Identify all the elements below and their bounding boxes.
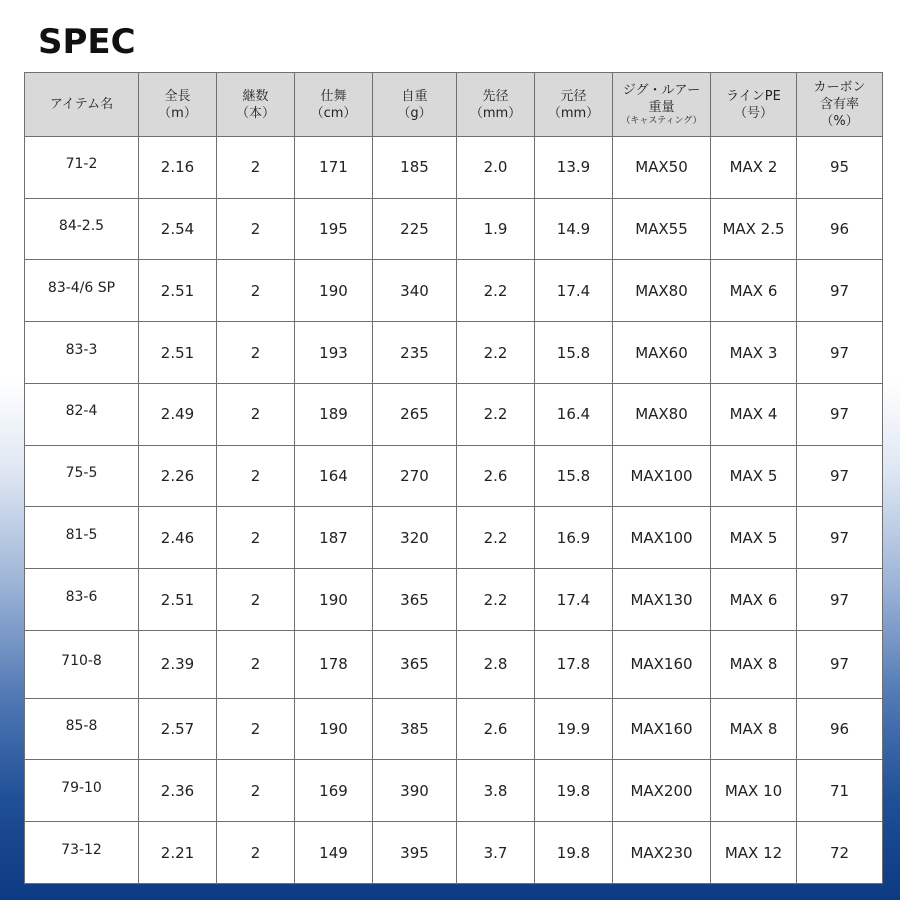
cell-tip-diameter: 1.9 — [457, 198, 535, 260]
table-row — [25, 322, 883, 384]
cell-tip-diameter: 3.7 — [457, 822, 535, 884]
cell-carbon-content: 97 — [797, 507, 883, 569]
cell-length: 2.49 — [139, 383, 217, 445]
cell-butt-diameter: 17.4 — [535, 569, 613, 631]
header-text: アイテム名 — [49, 97, 114, 112]
header-tip-diameter — [457, 73, 535, 137]
header-text: （cm） — [310, 105, 357, 121]
cell-weight: 340 — [373, 260, 457, 322]
cell-lure-weight: MAX200 — [613, 760, 711, 822]
table-row — [25, 822, 883, 884]
cell-closed-length: 171 — [295, 137, 373, 199]
header-text: ラインPE — [726, 88, 781, 104]
cell-butt-diameter: 16.4 — [535, 383, 613, 445]
cell-carbon-content: 97 — [797, 260, 883, 322]
cell-pieces: 2 — [217, 198, 295, 260]
cell-pieces: 2 — [217, 137, 295, 199]
cell-lure-weight: MAX130 — [613, 569, 711, 631]
header-text: （m） — [158, 105, 197, 121]
cell-lure-weight: MAX60 — [613, 322, 711, 384]
cell-item-name: 85-8 — [25, 698, 139, 760]
cell-butt-diameter: 14.9 — [535, 198, 613, 260]
cell-tip-diameter: 2.2 — [457, 322, 535, 384]
cell-tip-diameter: 3.8 — [457, 760, 535, 822]
header-text: 元径 — [560, 88, 587, 104]
header-butt-diameter — [535, 73, 613, 137]
cell-item-name: 83-3 — [25, 322, 139, 384]
cell-item-name: 73-12 — [25, 822, 139, 884]
cell-weight: 385 — [373, 698, 457, 760]
cell-tip-diameter: 2.2 — [457, 569, 535, 631]
cell-length: 2.39 — [139, 630, 217, 698]
cell-weight: 270 — [373, 445, 457, 507]
header-text: 仕舞 — [320, 88, 347, 104]
header-text: （mm） — [469, 105, 522, 121]
cell-weight: 365 — [373, 569, 457, 631]
cell-lure-weight: MAX50 — [613, 137, 711, 199]
table-row — [25, 630, 883, 698]
cell-length: 2.54 — [139, 198, 217, 260]
cell-line-pe: MAX 4 — [711, 383, 797, 445]
table-body — [25, 137, 883, 884]
cell-weight: 225 — [373, 198, 457, 260]
cell-item-name: 81-5 — [25, 507, 139, 569]
cell-pieces: 2 — [217, 822, 295, 884]
cell-item-name: 83-6 — [25, 569, 139, 631]
cell-line-pe: MAX 12 — [711, 822, 797, 884]
cell-length: 2.26 — [139, 445, 217, 507]
cell-carbon-content: 95 — [797, 137, 883, 199]
cell-item-name: 79-10 — [25, 760, 139, 822]
cell-lure-weight: MAX80 — [613, 260, 711, 322]
cell-closed-length: 193 — [295, 322, 373, 384]
cell-pieces: 2 — [217, 569, 295, 631]
cell-closed-length: 195 — [295, 198, 373, 260]
cell-tip-diameter: 2.2 — [457, 383, 535, 445]
cell-tip-diameter: 2.6 — [457, 445, 535, 507]
cell-length: 2.51 — [139, 322, 217, 384]
cell-closed-length: 178 — [295, 630, 373, 698]
cell-closed-length: 187 — [295, 507, 373, 569]
header-carbon-content — [797, 73, 883, 137]
cell-lure-weight: MAX55 — [613, 198, 711, 260]
cell-closed-length: 169 — [295, 760, 373, 822]
cell-carbon-content: 96 — [797, 698, 883, 760]
header-lure-weight — [613, 73, 711, 137]
cell-line-pe: MAX 8 — [711, 630, 797, 698]
cell-carbon-content: 97 — [797, 445, 883, 507]
cell-carbon-content: 97 — [797, 383, 883, 445]
cell-item-name: 75-5 — [25, 445, 139, 507]
cell-length: 2.51 — [139, 260, 217, 322]
cell-tip-diameter: 2.2 — [457, 507, 535, 569]
header-text: 継数 — [242, 88, 269, 104]
header-text: （%） — [820, 114, 859, 129]
cell-weight: 395 — [373, 822, 457, 884]
table-row — [25, 569, 883, 631]
cell-length: 2.16 — [139, 137, 217, 199]
cell-item-name: 710-8 — [25, 630, 139, 698]
cell-closed-length: 190 — [295, 698, 373, 760]
cell-lure-weight: MAX80 — [613, 383, 711, 445]
cell-butt-diameter: 19.9 — [535, 698, 613, 760]
cell-item-name: 82-4 — [25, 383, 139, 445]
table-row — [25, 137, 883, 199]
header-text: 重量 — [648, 100, 675, 115]
header-text: 含有率 — [819, 97, 859, 112]
header-text: カーボン — [813, 80, 866, 95]
header-row — [25, 73, 883, 137]
table-row — [25, 760, 883, 822]
cell-pieces: 2 — [217, 383, 295, 445]
cell-length: 2.46 — [139, 507, 217, 569]
cell-length: 2.51 — [139, 569, 217, 631]
cell-butt-diameter: 16.9 — [535, 507, 613, 569]
cell-pieces: 2 — [217, 322, 295, 384]
table-row — [25, 698, 883, 760]
header-line-pe — [711, 73, 797, 137]
cell-carbon-content: 97 — [797, 630, 883, 698]
cell-weight: 185 — [373, 137, 457, 199]
header-text: （g） — [397, 105, 432, 121]
page-title: SPEC — [38, 22, 136, 62]
cell-weight: 265 — [373, 383, 457, 445]
cell-carbon-content: 97 — [797, 322, 883, 384]
table-row — [25, 507, 883, 569]
cell-weight: 320 — [373, 507, 457, 569]
cell-closed-length: 149 — [295, 822, 373, 884]
header-closed-length — [295, 73, 373, 137]
header-text: （号） — [733, 105, 773, 121]
cell-closed-length: 164 — [295, 445, 373, 507]
cell-line-pe: MAX 6 — [711, 260, 797, 322]
cell-item-name: 71-2 — [25, 137, 139, 199]
cell-item-name: 83-4/6 SP — [25, 260, 139, 322]
cell-length: 2.57 — [139, 698, 217, 760]
cell-lure-weight: MAX230 — [613, 822, 711, 884]
cell-butt-diameter: 13.9 — [535, 137, 613, 199]
header-item-name — [25, 73, 139, 137]
cell-butt-diameter: 17.4 — [535, 260, 613, 322]
cell-lure-weight: MAX160 — [613, 630, 711, 698]
cell-item-name: 84-2.5 — [25, 198, 139, 260]
cell-butt-diameter: 17.8 — [535, 630, 613, 698]
cell-butt-diameter: 19.8 — [535, 822, 613, 884]
cell-line-pe: MAX 8 — [711, 698, 797, 760]
cell-tip-diameter: 2.6 — [457, 698, 535, 760]
cell-pieces: 2 — [217, 260, 295, 322]
cell-carbon-content: 97 — [797, 569, 883, 631]
cell-tip-diameter: 2.2 — [457, 260, 535, 322]
cell-tip-diameter: 2.8 — [457, 630, 535, 698]
cell-line-pe: MAX 2.5 — [711, 198, 797, 260]
cell-weight: 365 — [373, 630, 457, 698]
cell-pieces: 2 — [217, 760, 295, 822]
cell-butt-diameter: 19.8 — [535, 760, 613, 822]
cell-butt-diameter: 15.8 — [535, 322, 613, 384]
cell-length: 2.36 — [139, 760, 217, 822]
header-pieces — [217, 73, 295, 137]
header-text: 自重 — [401, 88, 428, 104]
cell-length: 2.21 — [139, 822, 217, 884]
header-text: 全長 — [164, 88, 191, 104]
cell-tip-diameter: 2.0 — [457, 137, 535, 199]
cell-weight: 390 — [373, 760, 457, 822]
cell-lure-weight: MAX160 — [613, 698, 711, 760]
cell-butt-diameter: 15.8 — [535, 445, 613, 507]
header-text: （mm） — [547, 105, 600, 121]
header-text: ジグ・ルアー — [622, 83, 701, 98]
cell-closed-length: 190 — [295, 260, 373, 322]
cell-carbon-content: 71 — [797, 760, 883, 822]
cell-carbon-content: 96 — [797, 198, 883, 260]
header-text: （キャスティング） — [621, 116, 702, 126]
spec-table — [24, 72, 883, 884]
cell-pieces: 2 — [217, 698, 295, 760]
cell-line-pe: MAX 6 — [711, 569, 797, 631]
cell-closed-length: 190 — [295, 569, 373, 631]
cell-carbon-content: 72 — [797, 822, 883, 884]
table-row — [25, 198, 883, 260]
table-row — [25, 445, 883, 507]
cell-line-pe: MAX 5 — [711, 507, 797, 569]
cell-pieces: 2 — [217, 630, 295, 698]
cell-line-pe: MAX 3 — [711, 322, 797, 384]
cell-weight: 235 — [373, 322, 457, 384]
cell-line-pe: MAX 5 — [711, 445, 797, 507]
header-text: 先径 — [482, 88, 509, 104]
header-text: （本） — [235, 105, 275, 121]
cell-line-pe: MAX 2 — [711, 137, 797, 199]
cell-line-pe: MAX 10 — [711, 760, 797, 822]
header-weight — [373, 73, 457, 137]
header-length — [139, 73, 217, 137]
cell-closed-length: 189 — [295, 383, 373, 445]
cell-pieces: 2 — [217, 445, 295, 507]
cell-lure-weight: MAX100 — [613, 445, 711, 507]
cell-lure-weight: MAX100 — [613, 507, 711, 569]
table-row — [25, 383, 883, 445]
cell-pieces: 2 — [217, 507, 295, 569]
table-row — [25, 260, 883, 322]
